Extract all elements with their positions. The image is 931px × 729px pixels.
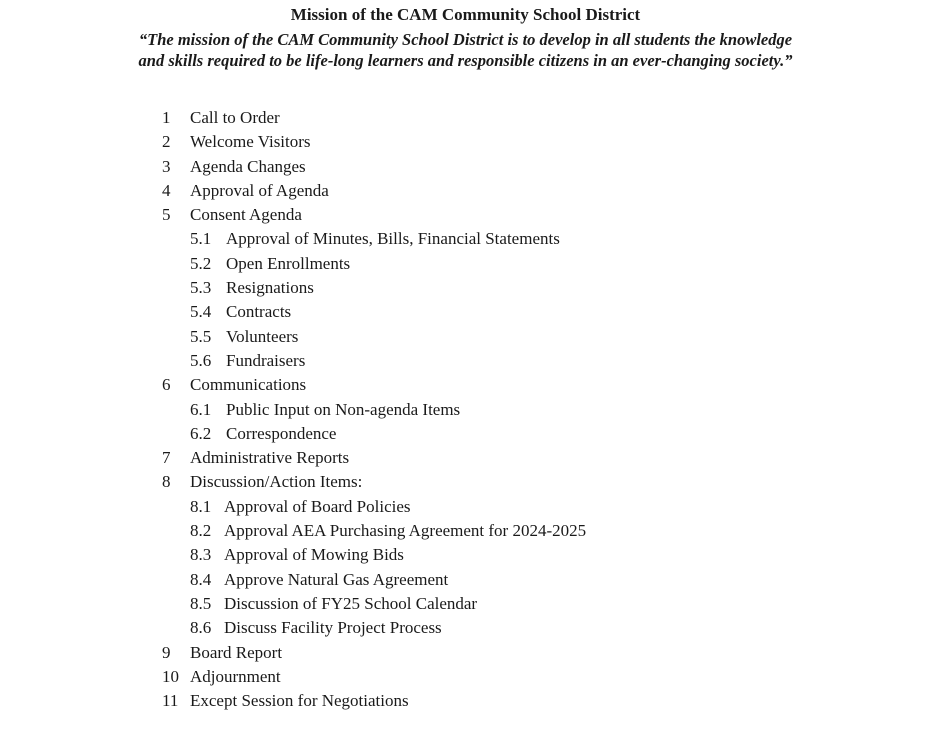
agenda-item (162, 203, 862, 227)
agenda-subitem (162, 568, 862, 592)
agenda-subitem-number: 8.2 (190, 521, 212, 541)
agenda-subitem-text: Resignations (226, 278, 314, 298)
agenda-item-text: Consent Agenda (190, 205, 302, 225)
agenda-item (162, 155, 862, 179)
agenda-subitem-text: Approval AEA Purchasing Agreement for 2024-2025 (224, 521, 587, 541)
agenda-item (162, 470, 862, 494)
mission-statement-line-1: “The mission of the CAM Community School District is to develop in all students the knowledge (138, 30, 793, 49)
agenda-item-text: Approval of Agenda (190, 180, 329, 200)
agenda-subitem-number: 5.3 (190, 278, 212, 298)
agenda-item-number: 1 (162, 108, 171, 127)
agenda-subitem (162, 227, 862, 251)
agenda-subitem (162, 276, 862, 300)
agenda-item-number: 4 (162, 180, 171, 200)
agenda-subitem-text: Discussion of FY25 School Calendar (224, 593, 478, 613)
agenda-subitem-number: 8.5 (190, 593, 212, 613)
agenda-subitem-number: 8.3 (190, 545, 212, 565)
agenda-subitem-number: 5.2 (190, 253, 212, 273)
agenda-item-text: Adjournment (190, 666, 281, 686)
agenda-subitem-text: Correspondence (226, 423, 337, 443)
agenda-item (162, 446, 862, 470)
agenda-item (162, 130, 862, 154)
agenda-item-number: 9 (162, 642, 171, 662)
agenda-item-text: Agenda Changes (190, 156, 306, 176)
agenda-item (162, 179, 862, 203)
agenda-subitem (162, 300, 862, 324)
agenda-subitem (162, 325, 862, 349)
agenda-subitem-number: 8.4 (190, 569, 212, 589)
agenda-item-number: 11 (162, 691, 179, 711)
agenda-subitem-number: 5.6 (190, 350, 212, 370)
agenda-subitem (162, 252, 862, 276)
agenda-item-text: Board Report (190, 642, 283, 662)
agenda-subitem-text: Open Enrollments (226, 253, 351, 273)
agenda-item (162, 641, 862, 665)
agenda-list (162, 106, 862, 713)
agenda-item-number: 2 (162, 132, 171, 152)
agenda-subitem-number: 5.1 (190, 229, 212, 249)
agenda-item (162, 373, 862, 397)
agenda-subitem-text: Discuss Facility Project Process (224, 618, 442, 638)
agenda-subitem-number: 5.5 (190, 326, 212, 346)
agenda-item-text: Welcome Visitors (190, 132, 311, 152)
agenda-subitem-number: 6.2 (190, 423, 212, 443)
agenda-item-number: 7 (162, 448, 171, 468)
agenda-item-text: Communications (190, 375, 307, 395)
agenda-item-text: Administrative Reports (190, 448, 350, 468)
agenda-subitem (162, 349, 862, 373)
agenda-item-number: 5 (162, 205, 171, 225)
agenda-subitem (162, 519, 862, 543)
agenda-item-number: 6 (162, 375, 171, 395)
agenda-item (162, 106, 862, 130)
agenda-subitem-number: 6.1 (190, 399, 212, 419)
agenda-item-text: Discussion/Action Items: (190, 472, 363, 492)
agenda-item-text: Except Session for Negotiations (190, 691, 409, 711)
agenda-subitem (162, 398, 862, 422)
document-title: Mission of the CAM Community School District (290, 5, 641, 24)
agenda-subitem-text: Approve Natural Gas Agreement (224, 569, 449, 589)
agenda-subitem-number: 8.1 (190, 496, 212, 516)
agenda-subitem-text: Contracts (226, 302, 292, 322)
agenda-item-text: Call to Order (190, 108, 280, 127)
mission-statement-line-2: and skills required to be life-long learners and responsible citizens in an ever-changing society.” (138, 51, 793, 70)
agenda-item (162, 665, 862, 689)
agenda-item-number: 3 (162, 156, 171, 176)
agenda-subitem (162, 592, 862, 616)
agenda-item-number: 10 (162, 666, 179, 686)
agenda-subitem-number: 8.6 (190, 618, 212, 638)
agenda-subitem (162, 422, 862, 446)
agenda-subitem (162, 495, 862, 519)
agenda-subitem (162, 543, 862, 567)
agenda-subitem-text: Approval of Minutes, Bills, Financial Statements (226, 229, 560, 249)
agenda-subitem-text: Approval of Mowing Bids (224, 545, 404, 565)
agenda-subitem-text: Volunteers (226, 326, 299, 346)
agenda-subitem-text: Public Input on Non-agenda Items (226, 399, 461, 419)
agenda-subitem-text: Approval of Board Policies (224, 496, 411, 516)
mission-statement (0, 29, 931, 71)
agenda-subitem-number: 5.4 (190, 302, 212, 322)
agenda-subitem (162, 616, 862, 640)
agenda-subitem-text: Fundraisers (226, 350, 306, 370)
agenda-item (162, 689, 862, 713)
agenda-item-number: 8 (162, 472, 171, 492)
